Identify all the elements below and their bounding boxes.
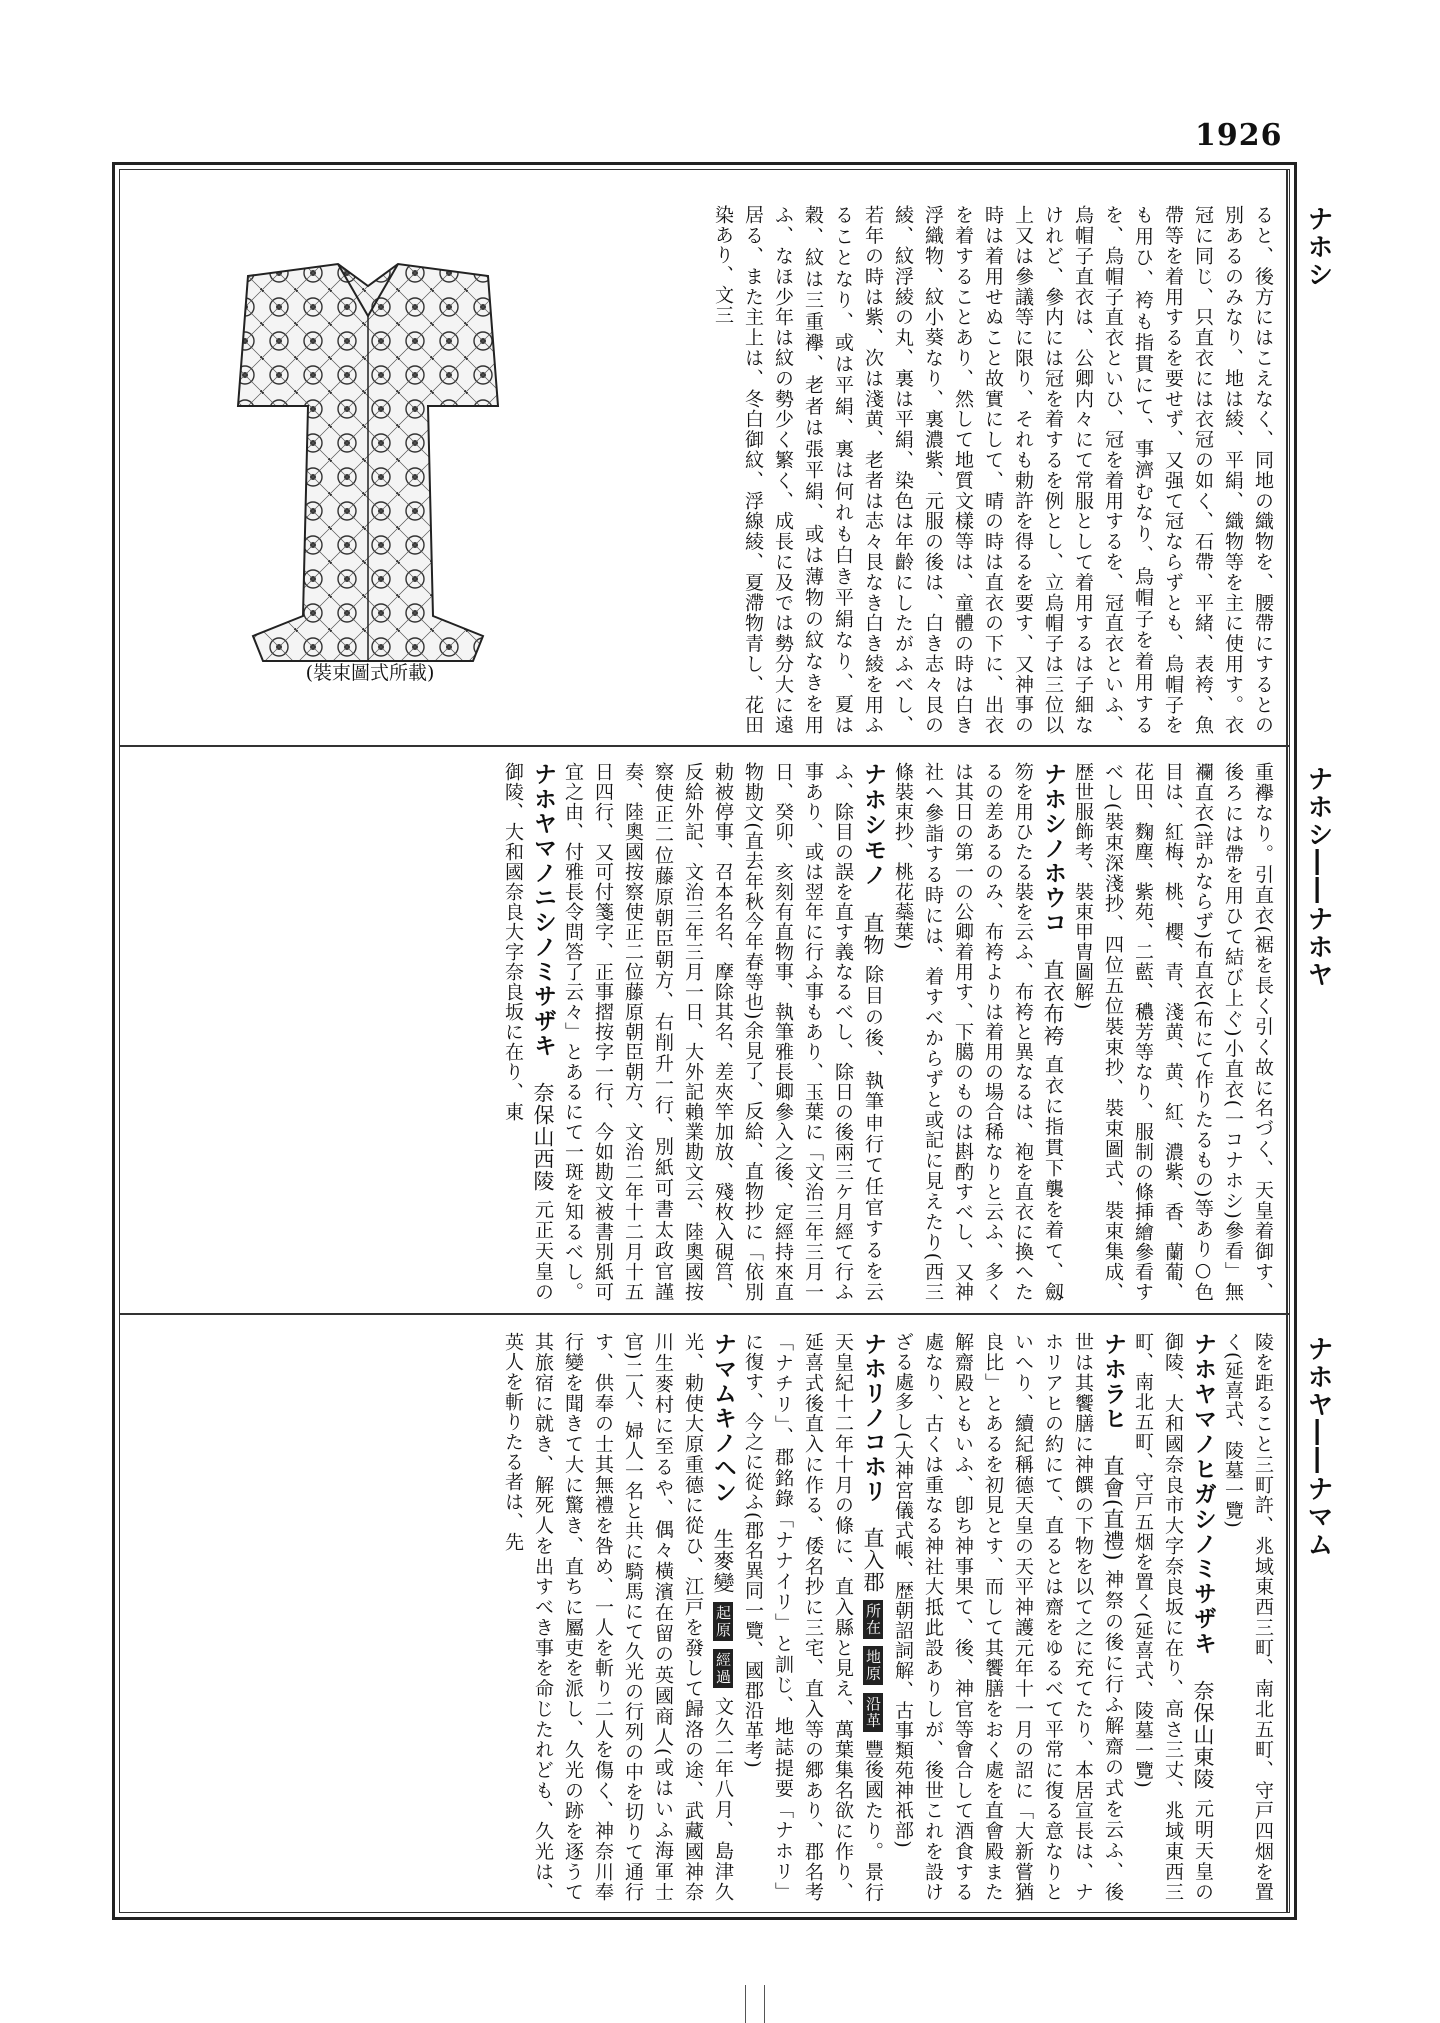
entry-text: 元正天皇の御陵、大和國奈良大字奈良坂に在り、東 [502, 762, 554, 1302]
page-number: 1926 [1195, 118, 1283, 153]
middle-intro: 重襷なり。引直衣(裾を長く引く故に名づく、天皇着御す、後ろには帶を用ひて結び上ぐ)小直衣(一コナホシ)參看」無襴直衣(詳かならず)布直衣(布にて作りたるもの)等あり○色目は、紅梅、桃、櫻、青、淺黄、黄、紅、濃紫、香、蘭葡、花田、麴塵、紫苑、二藍、穠芳等なり、服制の條挿繪參看すべし(裝束深淺抄、四位五位裝束抄、裝束圖式、裝束集成、歴世服飾考、裝束甲胄圖解) [1072, 762, 1274, 1302]
entry-naharai [888, 1332, 1128, 1902]
entry-nahoyamanohigashinomisasagi [1128, 1332, 1218, 1902]
entry-nahorinokohori [738, 1332, 888, 1902]
tag-label: 沿革 [863, 1693, 883, 1732]
divider-top-middle [119, 745, 1290, 747]
headword-reading: 直物 [861, 912, 885, 957]
entry-text: 元明天皇の御陵、大和國奈良市大字奈良坂に在り、高さ三丈、兆域東西三町、南北五町、守戸五烟を置く(延喜式、陵墓一覽) [1132, 1332, 1214, 1902]
running-head-rule [1286, 169, 1288, 1913]
entry-nahoshinohouko [888, 762, 1068, 1302]
headword: ナホヤマノヒガシノミサザキ [1190, 1332, 1216, 1657]
headword: ナホラヒ [1100, 1332, 1126, 1432]
headword: ナホシモノ [860, 762, 886, 888]
binding-mark [745, 1985, 765, 2023]
headword: ナホリノコホリ [860, 1332, 886, 1504]
entry-text: 除目の後、執筆申行て任官するを云ふ、除目の誤を直す義なるべし、除日の後兩三ケ月經て行ふ事あり、或は翌年に行ふ事もあり、玉葉に「文治三年三月一日、癸卯、亥刻有直物事、執筆雅長卿參入之後、定經持來直物勘文(直去年秋今年春等也)余見了、反給、直物抄に「依別勅被停事、召本名名、摩除其名、差夾竿加放、殘枚入硯筥、反給外記、文治三年三月一日、大外記賴業勘文云、陸奧國按察使正二位藤原朝臣朝方、右削升一行、別紙可書太政官謹奏、陸奧國按察使正二位藤原朝臣朝方、文治二年十二月十五日四行、又可付箋字、正事摺按字一行、今如勘文被書別紙可宜之由、付雅長令問答了云々」とあるにて一斑を知るべし。 [562, 762, 884, 1302]
headword: ナホヤマノニシノミサザキ [530, 762, 556, 1058]
headword-reading: 生麥變 [711, 1528, 735, 1595]
middle-block [138, 762, 1278, 1302]
top-block-body: ると、後方にはこえなく、同地の織物を、腰帶にするとの別あるのみなり、地は綾、平絹、織物等を主に使用す。衣冠に同じ、只直衣には衣冠の如く、石帶、平緒、表袴、魚帶等を着用するを要せず、又强て冠ならずとも、烏帽子をも用ひ、袴も指貫にて、事濟むなり、烏帽子を着用するを、烏帽子直衣といひ、冠を着用するを、冠直衣といふ、烏帽子直衣は、公卿内々にて常服として着用するは子細なけれど、參内には冠を着するを例とし、立烏帽子は三位以上又は參議等に限り、それも勅許を得るを要す、又神事の時は着用せぬこと故實にして、晴の時は直衣の下に、出衣を着することあり、然して地質文樣等は、童體の時は白き浮織物、紋小葵なり、裏濃紫、元服の後は、白き志々艮の綾、紋浮綾の丸、裏は平絹、染色は年齡にしたがふべし、若年の時は紫、次は淺黄、老者は志々艮なき白き綾を用ふることなり、或は平絹、裏は何れも白き平絹なり、夏は穀、紋は三重襷、老者は張平絹、或は薄物の紋なきを用ふ、なほ少年は紋の勢少く繁く、成長に及では勢分大に遠居る、また主上は、冬白御紋、浮線綾、夏滯物青し、花田染あり、文三 [712, 205, 1274, 735]
entry-text: 神祭の後に行ふ解齋の式を云ふ、後世は其饗膳に神饌の下物を以て之に充てたり、本居宣長は、ナホリアヒの約にて、直るとは齋をゆるべて平常に復る意なりといへり、續紀稱德天皇の天平神護元年十一月の詔に「大新嘗猶良比」とあるを初見とす、而して其饗膳をおく處を直會殿また解齋殿ともいふ、卽ち神事果て、後、神官等會合して酒食する處なり、古くは重なる神社大抵此設ありしが、後世これを設けざる處多し(大神宮儀式帳、歴朝詔詞解、古事類苑神祇部) [892, 1332, 1124, 1902]
headword-reading: 奈保山西陵 [531, 1081, 555, 1192]
divider-middle-bottom [119, 1313, 1290, 1315]
tag-label: 地原 [863, 1646, 883, 1685]
tag-label: 經過 [713, 1649, 733, 1688]
headword-reading: 奈保山東陵 [1191, 1680, 1215, 1791]
entry-text: 文久二年八月、島津久光、勅使大原重德に從ひ、江戸を發して歸洛の途、武藏國神奈川生麥村に至るや、偶々橫濱在留の英國商人(或はいふ海軍士官)二人、婦人一名と共に騎馬にて久光の行列の中を切りて通行す、供奉の士其無禮を咎め、一人を斬り二人を傷く、神奈川奉行變を聞きて大に驚き、直ちに屬吏を派し、久光の跡を逐うて其旅宿に就き、解死人を出すべき事を命じたれども、久光は、英人を斬りたる者は、先 [502, 1332, 734, 1902]
costume-robe-illustration [228, 256, 508, 666]
headword: ナホシノホウコ [1040, 762, 1066, 935]
tag-label: 起原 [713, 1602, 733, 1641]
running-head-middle: ナホシ――ナホヤ [1303, 765, 1333, 989]
running-head-top: ナホシ [1303, 205, 1333, 289]
running-head-bottom: ナホヤ――ナマム [1303, 1335, 1333, 1559]
bottom-block [138, 1332, 1278, 1902]
bottom-intro: 陵を距ること三町許、兆域東西三町、南北五町、守戸四烟を置く(延喜式、陵墓一覽) [1222, 1332, 1274, 1902]
entry-namamuginohen [498, 1332, 738, 1902]
entry-nahoyamanonishinomisasagi [498, 762, 558, 1302]
headword-reading: 直衣布袴 [1041, 958, 1065, 1047]
headword: ナマムキノヘン [710, 1332, 736, 1505]
entry-text: 直衣に指貫下襲を着て、劔笏を用ひたる裝を云ふ、布袴と異なるは、袍を直衣に換へたるの差あるのみ、布袴よりは着用の場合稀なりと云ふ、多くは其日の第一の公卿着用す、下臈のものは斟酌すべし、又神社へ參詣する時には、着すべからずと或記に見えたり(西三條裝束抄、桃花蘂葉) [892, 762, 1064, 1302]
tag-label: 所在 [863, 1600, 883, 1639]
headword-reading: 直會(直禮) [1101, 1455, 1125, 1562]
entry-nahoshimono [558, 762, 888, 1302]
headword-reading: 直入郡 [861, 1526, 885, 1593]
entry-text: 豐後國たり。景行天皇紀十二年十月の條に、直入縣と見え、萬葉集名欲に作り、延喜式後直入に作る、倭名抄に三宅、直入等の郷あり、郡名考「ナチリ」、郡銘錄「ナナイリ」と訓じ、地誌提要「ナホリ」に復す、今之に從ふ(郡名異同一覽、國郡沿革考) [742, 1332, 884, 1902]
figure-caption: (裝束圖式所載) [305, 662, 435, 684]
